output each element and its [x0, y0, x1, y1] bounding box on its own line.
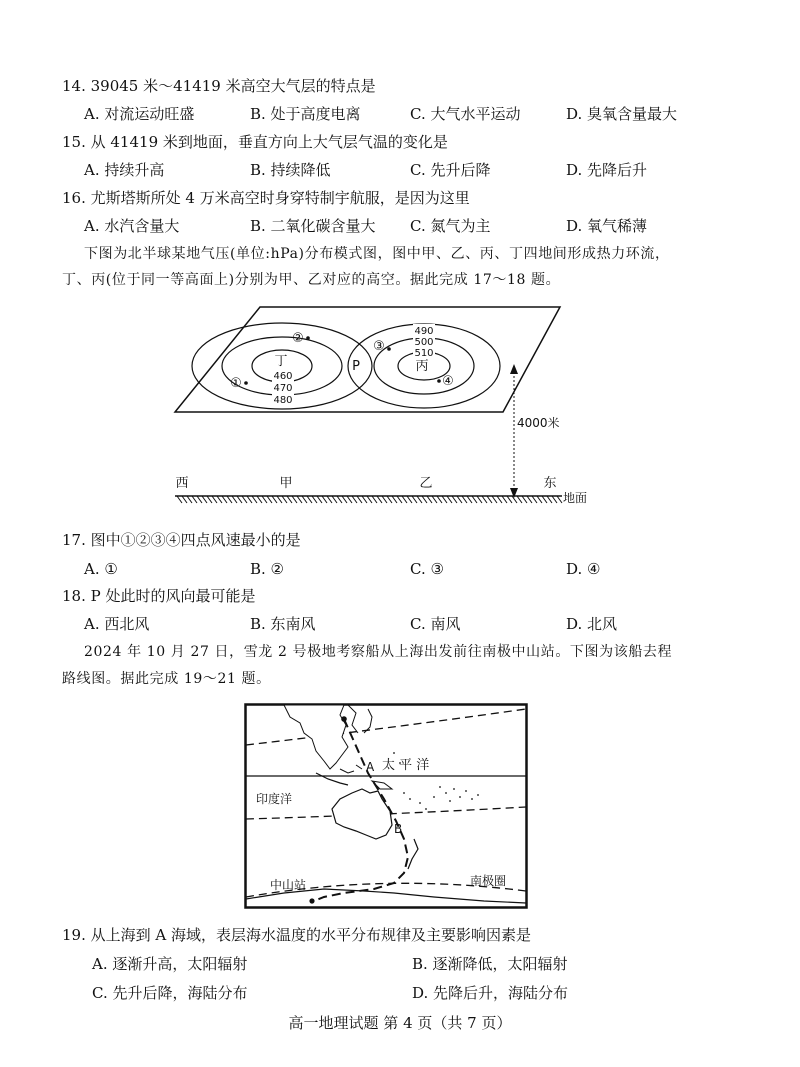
- isobar-label-470: 470: [273, 383, 293, 394]
- point-3-label: ③: [373, 339, 385, 354]
- intro-17-18-line2: 丁、丙(位于同一等高面上)分别为甲、乙对应的高空。据此完成 17～18 题。: [62, 272, 561, 288]
- q15-option-a: A. 持续升高: [84, 161, 165, 179]
- q16-option-a: A. 水汽含量大: [84, 217, 180, 235]
- q18-stem: 18. P 处此时的风向最可能是: [62, 587, 256, 605]
- q14-option-d: D. 臭氧含量最大: [566, 105, 678, 123]
- point-p-label: P: [352, 359, 360, 374]
- ground-hatching: [177, 496, 562, 503]
- q17-option-c: C. ③: [410, 560, 444, 578]
- point-1-dot: [244, 381, 248, 385]
- q17-option-a: A. ①: [84, 560, 118, 578]
- q19-option-b: B. 逐渐降低，太阳辐射: [412, 955, 568, 973]
- isobar-label-510: 510: [414, 348, 434, 359]
- q19-stem: 19. 从上海到 A 海域，表层海水温度的水平分布规律及主要影响因素是: [62, 926, 531, 944]
- q17-stem: 17. 图中①②③④四点风速最小的是: [62, 531, 301, 549]
- q18-option-a: A. 西北风: [84, 615, 150, 633]
- route-map: [244, 703, 528, 909]
- ground-label-jia: 甲: [279, 476, 293, 491]
- q19-option-c: C. 先升后降，海陆分布: [92, 984, 248, 1002]
- q16-stem: 16. 尤斯塔斯所处 4 万米高空时身穿特制宇航服，是因为这里: [62, 189, 470, 207]
- q18-option-c: C. 南风: [410, 615, 461, 633]
- ground-label-east: 东: [543, 476, 557, 491]
- q14-option-b: B. 处于高度电离: [250, 105, 361, 123]
- antarctic-circle-label: 南极圈: [470, 874, 507, 888]
- q16-option-b: B. 二氧化碳含量大: [250, 217, 376, 235]
- q16-option-c: C. 氮气为主: [410, 217, 491, 235]
- point-4-label: ④: [442, 374, 454, 389]
- point-2-dot: [306, 336, 310, 340]
- q14-stem: 14. 39045 米～41419 米高空大气层的特点是: [62, 77, 376, 95]
- ground-label-yi: 乙: [419, 476, 433, 491]
- q16-option-d: D. 氧气稀薄: [566, 217, 648, 235]
- q19-option-a: A. 逐渐升高，太阳辐射: [92, 955, 248, 973]
- q18-option-b: B. 东南风: [250, 615, 316, 633]
- point-a-label: A: [366, 760, 375, 774]
- intro-17-18-line1: 下图为北半球某地气压(单位:hPa)分布模式图，图中甲、乙、丙、丁四地间形成热力环流，: [84, 246, 670, 262]
- zhongshan-label: 中山站: [270, 878, 307, 892]
- q15-option-b: B. 持续降低: [250, 161, 331, 179]
- point-1-label: ①: [230, 376, 242, 391]
- q15-stem: 15. 从 41419 米到地面，垂直方向上大气层气温的变化是: [62, 133, 448, 151]
- pressure-distribution-figure: [160, 300, 600, 515]
- ground-label-west: 西: [175, 476, 189, 491]
- indian-ocean-label: 印度洋: [256, 792, 293, 806]
- pacific-label: 太 平 洋: [382, 758, 430, 773]
- ground-text: 地面: [563, 491, 588, 505]
- point-4-dot: [437, 379, 441, 383]
- height-label: 4000米: [517, 416, 560, 430]
- intro-19-21-line2: 路线图。据此完成 19～21 题。: [62, 671, 271, 687]
- isobar-label-460: 460: [273, 371, 293, 382]
- q19-option-d: D. 先降后升，海陆分布: [412, 984, 569, 1002]
- q18-option-d: D. 北风: [566, 615, 618, 633]
- isobar-label-500: 500: [414, 337, 434, 348]
- q14-option-c: C. 大气水平运动: [410, 105, 521, 123]
- isobaric-plane: [175, 307, 560, 412]
- q17-option-d: D. ④: [566, 560, 601, 578]
- page-footer: 高一地理试题 第 4 页（共 7 页）: [288, 1014, 512, 1032]
- label-ding: 丁: [274, 354, 288, 369]
- zhongshan-point: [309, 898, 314, 903]
- intro-19-21-line1: 2024 年 10 月 27 日，雪龙 2 号极地考察船从上海出发前往南极中山站。下图为该船去程: [84, 644, 673, 660]
- q17-option-b: B. ②: [250, 560, 285, 578]
- point-b-label: B: [394, 822, 403, 836]
- label-bing: 丙: [415, 359, 429, 374]
- point-3-dot: [387, 347, 391, 351]
- q15-option-c: C. 先升后降: [410, 161, 491, 179]
- isobar-label-490: 490: [414, 326, 434, 337]
- q15-option-d: D. 先降后升: [566, 161, 648, 179]
- q14-option-a: A. 对流运动旺盛: [84, 105, 195, 123]
- isobar-label-480: 480: [273, 395, 293, 406]
- point-2-label: ②: [292, 331, 304, 346]
